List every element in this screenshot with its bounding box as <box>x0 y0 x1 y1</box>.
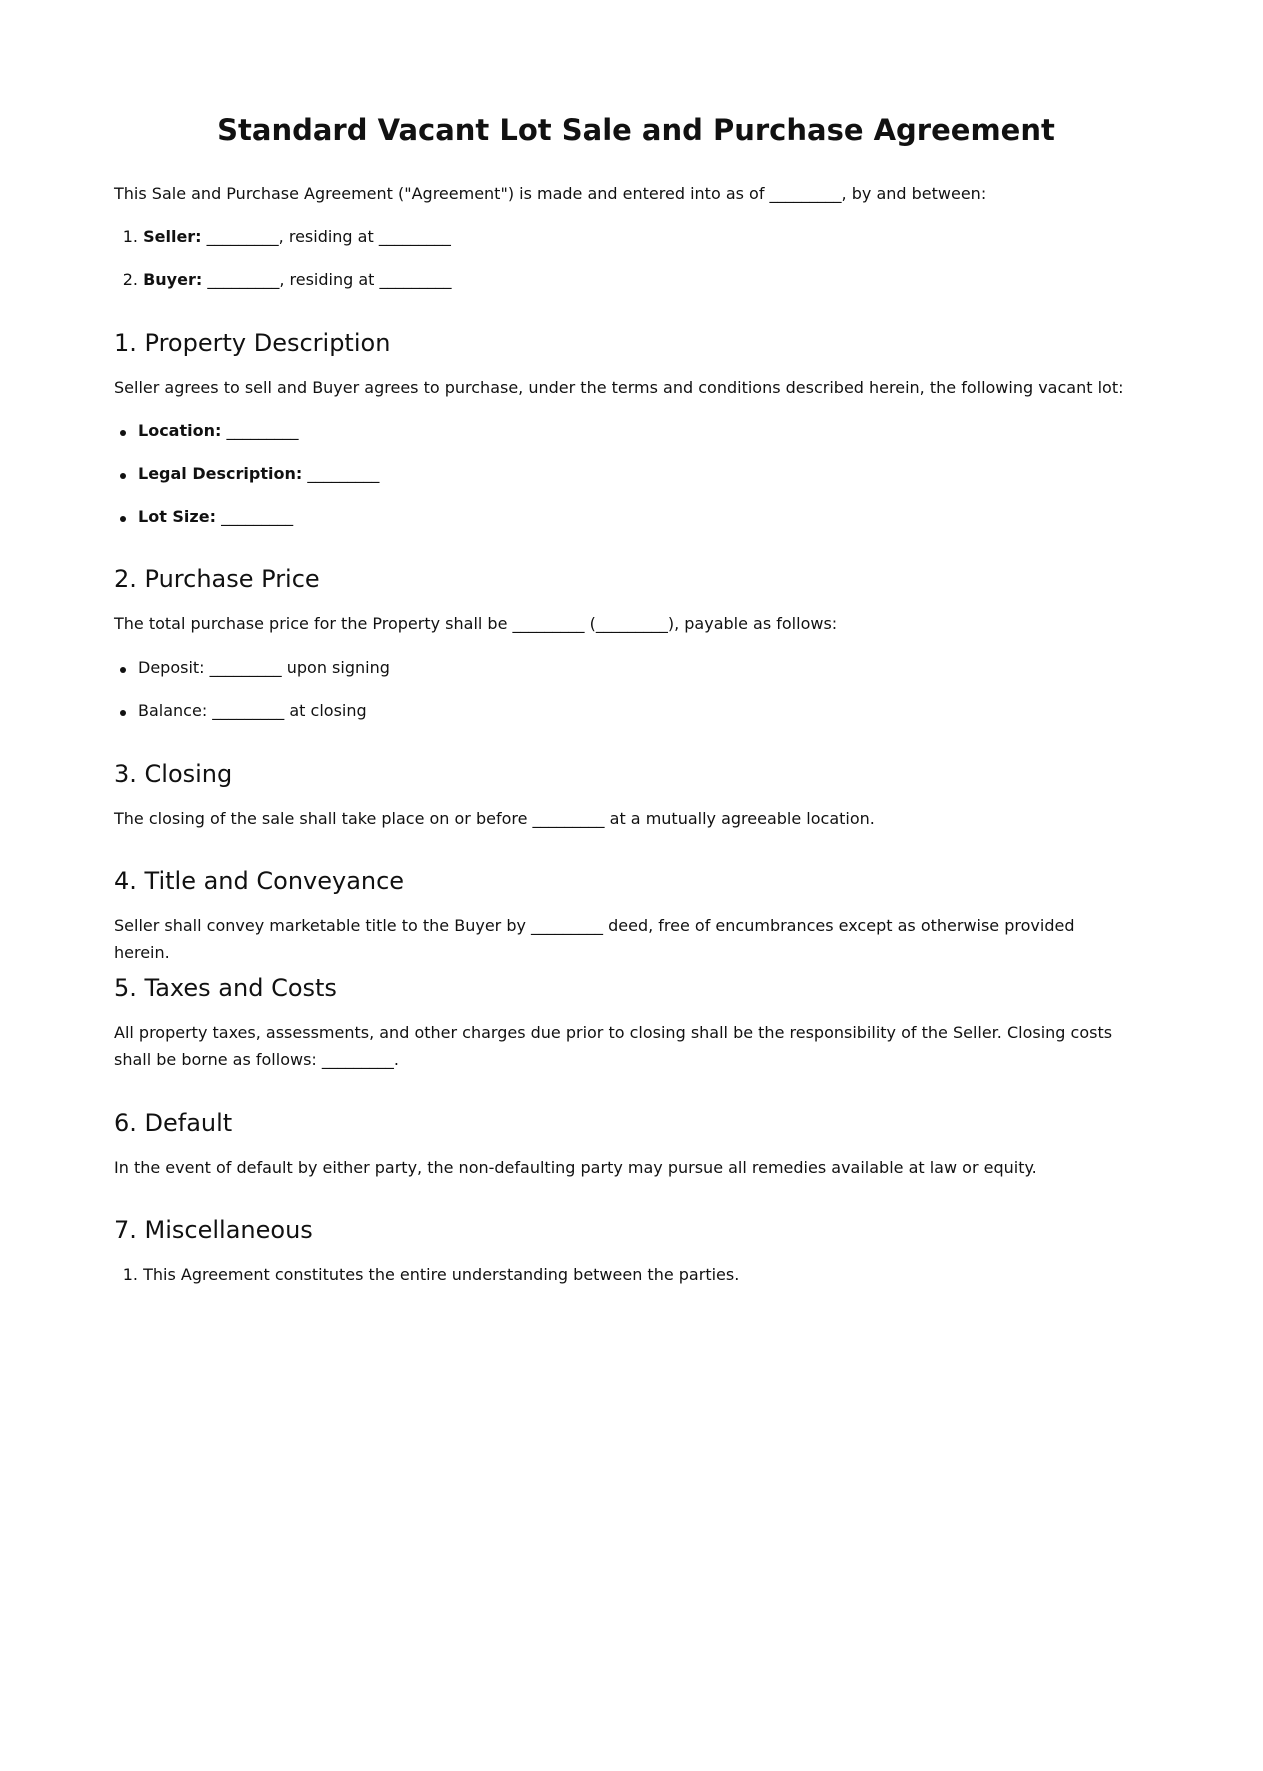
document-title: Standard Vacant Lot Sale and Purchase Agreement <box>217 113 1055 147</box>
item-text: _________ <box>302 464 380 483</box>
item-text: Balance: _________ at closing <box>138 701 367 720</box>
party-item-buyer <box>114 266 452 293</box>
item-text: _________ <box>221 421 299 440</box>
section-body: In the event of default by either party, the non-defaulting party may pursue all remedies available at law or equity. <box>114 1158 1037 1177</box>
section-heading-taxes-costs: 5. Taxes and Costs <box>114 974 337 1002</box>
section-body: The total purchase price for the Property shall be _________ (_________), payable as follows: <box>114 614 838 633</box>
party-text: _________, residing at _________ <box>201 227 451 246</box>
item-label: Legal Description: <box>138 464 303 483</box>
section-body: All property taxes, assessments, and other charges due prior to closing shall be the responsibility of the Seller. Closing costs shall be borne as follows: _________. <box>114 1023 1113 1069</box>
item-text: Deposit: _________ upon signing <box>138 658 390 677</box>
list-number: 1. <box>122 1265 138 1284</box>
list-item <box>114 460 379 487</box>
list-item <box>114 417 298 444</box>
item-text: This Agreement constitutes the entire understanding between the parties. <box>143 1265 740 1284</box>
list-number: 2. <box>122 270 138 289</box>
party-label: Buyer: <box>143 270 203 289</box>
party-item-seller <box>114 223 451 250</box>
section-body: Seller shall convey marketable title to the Buyer by _________ deed, free of encumbrances except as otherwise provided herein. <box>114 916 1075 962</box>
party-label: Seller: <box>143 227 202 246</box>
section-heading-title-conveyance: 4. Title and Conveyance <box>114 867 405 895</box>
section-heading-closing: 3. Closing <box>114 760 233 788</box>
item-label: Lot Size: <box>138 507 216 526</box>
list-item <box>114 697 367 724</box>
list-item <box>114 1261 739 1288</box>
section-body: The closing of the sale shall take place on or before _________ at a mutually agreeable location. <box>114 809 875 828</box>
intro-paragraph: This Sale and Purchase Agreement ("Agreement") is made and entered into as of _________, by and between: <box>114 184 987 203</box>
item-label: Location: <box>138 421 222 440</box>
party-text: _________, residing at _________ <box>202 270 452 289</box>
item-text: _________ <box>215 507 294 526</box>
list-number: 1. <box>122 227 138 246</box>
section-heading-miscellaneous: 7. Miscellaneous <box>114 1216 313 1244</box>
section-body: Seller agrees to sell and Buyer agrees to purchase, under the terms and conditions described herein, the following vacant lot: <box>114 378 1124 397</box>
section-heading-purchase-price: 2. Purchase Price <box>114 565 320 593</box>
list-item <box>114 654 390 681</box>
list-item <box>114 503 293 530</box>
section-heading-default: 6. Default <box>114 1109 233 1137</box>
section-heading-property-description: 1. Property Description <box>114 329 391 357</box>
